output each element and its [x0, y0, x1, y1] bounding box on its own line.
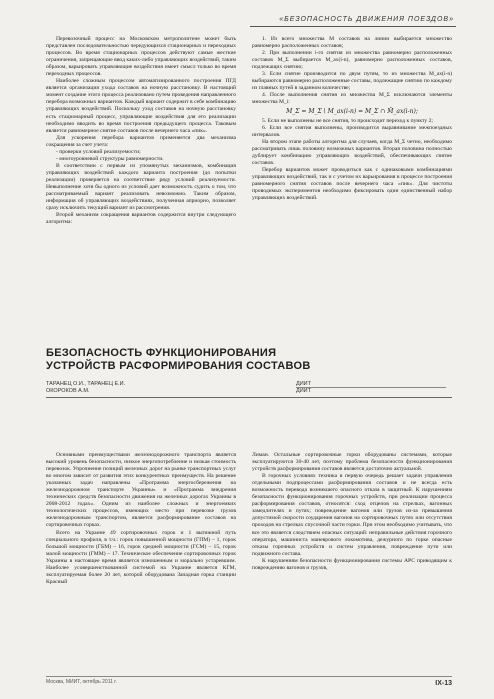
paragraph: На втором этапе работы алгоритма для случаев, когда M_Σ четно, необходимо рассматривать лишь половину возможных вариантов. Вторая половина полностью дублирует комбинацию управляющих воздействий, обеспечивающих снятие составов.	[252, 138, 452, 166]
affiliation-rule	[296, 387, 446, 388]
paragraph: В соответствии с первым из упомянутых механизмов, комбинация управляющих воздействий каждого варианта построения (до попытки реализации) проверяется на соответствие ряду условий реализуемости. Невыполнение хотя бы одного из условий дает возможность судить о том, что рассматриваемый вариант реализовать невозможно. Таким образом, информация об управляющих воздействиях, полученная априорно, позволяет сразу исключить текущий вариант из рассмотрения.	[46, 162, 236, 212]
paragraph: Наиболее сложным процессом автоматизированного построения ПГД является организация ухода составов на ночную расстановку. В настоящий момент создание этого процесса реализовано путем проведения направленного перебора возможных вариантов. Каждый вариант содержит в себе комбинацию управляющих воздействий. Поскольку уход составов на ночную расстановку есть стационарный процесс, управляющие воздействия для его реализации необходимо вводить во время построения предыдущего процесса. Таковым является равномерное снятие составов после вечернего часа «пик».	[46, 78, 236, 134]
algorithm-step: 5. Если не выполнены не все снятия, то происходит переход к пункту 2;	[262, 117, 433, 124]
footer-location: Москва, МИИТ, октябрь 2011 г.	[46, 679, 117, 685]
authors-affiliations	[296, 381, 311, 395]
affiliation-line: ДИИТ	[296, 381, 311, 387]
paragraph: Для ускорения перебора вариантов применяется два механизма сокращения за счет учета:	[46, 134, 236, 148]
article-title-line-1: БЕЗОПАСНОСТЬ ФУНКЦИОНИРОВАНИЯ	[46, 347, 277, 359]
algorithm-step: 4. После выполнения снятия из множества M_Σ исключаются элементы множества M_i:	[252, 92, 452, 106]
footer-rule	[46, 676, 452, 677]
paragraph: Перебор вариантов может проводиться как с одинаковыми комбинациями управляющих воздействий, так и с учетом их варьирования в процессе построения равномерного снятия составов после вечернего часа «пик». Для чистоты проводимых экспериментов необходимо фиксировать один единственный набор управляющих воздействий.	[252, 166, 452, 202]
paragraph: Второй механизм сокращения вариантов содержится внутри следующего алгоритма:	[46, 212, 236, 226]
list-item: - проверки условий реализуемости;	[56, 148, 141, 155]
running-header: «БЕЗОПАСНОСТЬ ДВИЖЕНИЯ ПОЕЗДОВ»	[279, 16, 454, 23]
article-title-line-2: УСТРОЙСТВ РАСФОРМИРОВАНИЯ СОСТАВОВ	[46, 360, 311, 372]
right-bottom-column	[252, 452, 452, 572]
paragraph: Лиман. Остальные сортировочные горки оборудованы системами, которые эксплуатируются 30-40 лет, поэтому проблема безопасности функционирования устройств расформирования составов является достаточно актуальной.	[252, 452, 452, 473]
set-formula: M_Σ = M_Σ \ M_ax(i-n) = M_Σ ∩ M̄_ax(i-n);	[286, 108, 418, 116]
list-item: - многоуровневой структуры равномерности.	[56, 155, 164, 162]
algorithm-step: 2. При выполнении i-го снятия из множества равномерно расположенных составов M_Σ выбирается M_ax(i-n), равномерно расположенных составов, подлежащих снятию;	[252, 50, 452, 71]
authors-rule	[46, 397, 452, 398]
algorithm-step: 3. Если снятие производится по двум путям, то из множества M_ax(i-n) выбираются равномерно расположенные составы, подлежащие снятию по каждому из главных путей в заданном количестве;	[252, 71, 452, 92]
paragraph: К нарушениям безопасности функционирования системы АРС приводящим к повреждению вагонов и грузов,	[252, 557, 452, 571]
paragraph: Всего на Украине 49 сортировочных горок и 1 вытяжной путь специального профиля, в т.ч.: горок повышенной мощности (ГПМ) – 1, горок большой мощности (ГБМ) – 16, горок средней мощности (ГСМ) – 15, горок малой мощности (ГММ) – 17. Техническое обеспечение сортировочных горок Украины в настоящее время является изношенным и морально устаревшим. Наиболее усовершенствованной системой на Украине является КГМ, эксплуатируемая более 20 лет, которой оборудована Западная горка станции Красный	[46, 529, 236, 585]
authors-names	[46, 381, 125, 395]
left-bottom-column	[46, 452, 236, 586]
page-number: IX-13	[435, 680, 452, 687]
paragraph: Основными преимуществами железнодорожного транспорта является высокий уровень безопасности, низкое энергопотребление и низкая стоимость перевозок. Упрочнение позиций железных дорог на рынке транспортных услуг во многом зависит от развития этих конкурентных преимуществ. На решение указанных задач направлены «Программа энергосбережения на железнодорожном транспорте Украины» и «Программа внедрения технических средств безопасности движения на железных дорогах Украины в 2008-2012 годах». Одним из наиболее сложных и энергоемких технологических процессов, имеющих место при перевозке грузов железнодорожным транспортом, является расформирование составов на сортировочных горках.	[46, 452, 236, 529]
paragraph: Перевозочный процесс на Московском метрополитене может быть представлен последовательностью чередующихся стационарных и переходных процессов. Во время стационарных процессов действуют самые жесткие ограничения, запрещающие ввод каких-либо управляющих воздействий, таким образом, варьировать управляющие воздействия имеет смысл только во время переходных процессов.	[46, 36, 236, 78]
article-title	[46, 347, 446, 373]
affiliation-line: ДИИТ	[296, 388, 311, 394]
author-line: ОКОРОКОВ А.М.	[46, 388, 90, 394]
right-top-column	[252, 36, 452, 202]
left-top-column	[46, 36, 236, 226]
algorithm-step: 6. Если все снятия выполнены, производится выравнивание межпоездных интервалов.	[252, 124, 452, 138]
header-rule	[250, 26, 456, 27]
author-line: ТАРАНЕЦ О.И., ТАРАНЕЦ Е.И.	[46, 381, 126, 387]
paragraph: В горочных условиях техника в первую очередь решает задачи управления отдельными подпроцессами расформирования составов и не всегда есть возможность перевода возникшего опасного отказа в защитный. К нарушениям безопасности функционирования горочных устройств, при реализации процесса расформирования составов, относятся: сход отцепов на стрелках, вагонных замедлителях и путях; повреждение вагонов или грузов из-за превышения допустимой скорости соударения вагонов на сортировочных путях или отсутствия проходов на стрелках спусочной части горки. При этом необходимо учитывать, что все это является следствием опасных ситуаций: неправильные действия горочного оператора, машиниста маневрового локомотива, дежурного по горке опасные отказы горочных устройств и систем управления, повреждение пути или подвижного состава.	[252, 473, 452, 557]
algorithm-step: 1. Из всего множества M составов на линии выбирается множество равномерно расположенных составов;	[252, 36, 452, 50]
